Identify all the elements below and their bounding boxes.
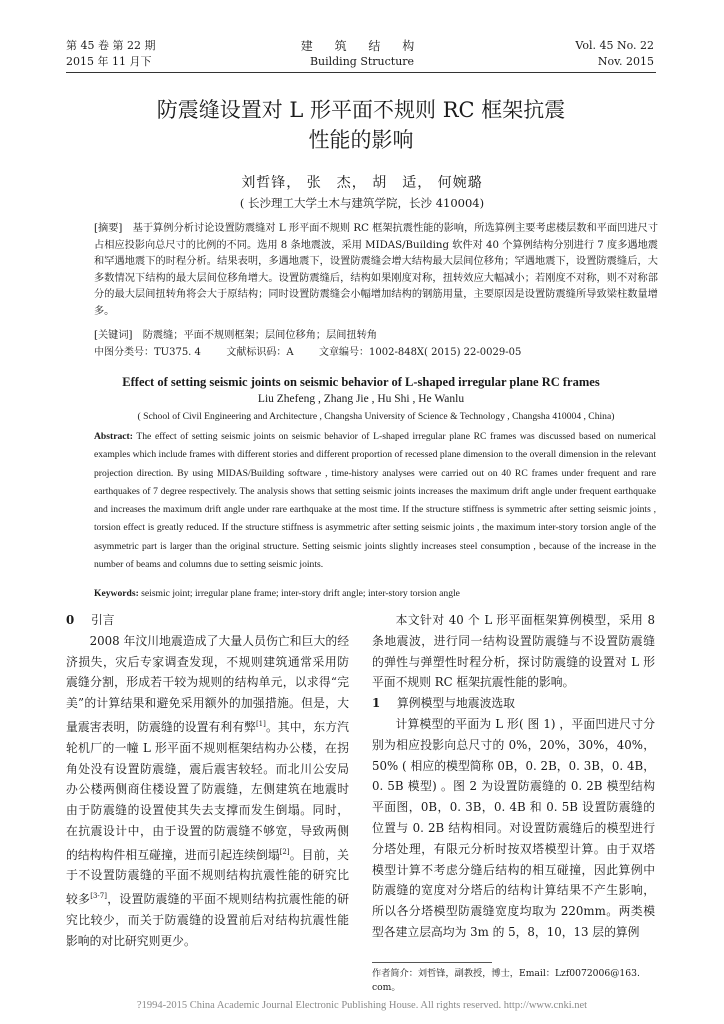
abstract-cn-text: 基于算例分析讨论设置防震缝对 L 形平面不规则 RC 框架抗震性能的影响，所选算例主要考虑楼层数和平面凹进尺寸占相应投影向总尺寸的比例的不同。选用 8 条地震波，采用 MIDAS/Building 软件对 40 个算例结构分别进行 7 度多遇地震和罕遇地震下的时程分析。结果表明，多遇地震下，设置防震缝会增大结构最大层间位移角；罕遇地震下，设置防震缝后，大多数情况下结构的最大层间位移角增大。设置防震缝后，结构如果刚度对称，扭转效应大幅减小；若刚度不对称，则不对称部分的最大层间扭转角将会大于原结构；同时设置防震缝会小幅增加结构的钢筋用量，主要原因是设置防震缝所导致梁柱数量增多。 bbox=[94, 223, 659, 317]
section-1-number: 1 bbox=[372, 696, 381, 711]
journal-name-cn: 建 筑 结 构 bbox=[300, 39, 424, 53]
section-0-heading bbox=[66, 610, 349, 631]
date-cn: 2015 年 11 月下 bbox=[66, 55, 152, 68]
abstract-cn-label: [摘要] bbox=[94, 223, 123, 234]
clc-number: 中图分类号：TU375. 4 bbox=[94, 347, 201, 358]
date-en: Nov. 2015 bbox=[597, 55, 654, 68]
english-keywords bbox=[94, 586, 656, 602]
english-affiliation: ( School of Civil Engineering and Architecture , Changsha University of Science & Technology , Changsha 410004 , China) bbox=[137, 411, 615, 422]
header-right bbox=[575, 38, 654, 70]
abstract-cn bbox=[94, 221, 658, 320]
body-right-column bbox=[372, 610, 655, 943]
section-0-title: 引言 bbox=[91, 613, 115, 627]
english-keywords-text: seismic joint; irregular plane frame; inter-story drift angle; inter-story torsion angle bbox=[138, 588, 460, 599]
author-footnote: 作者简介：刘哲锋，副教授，博士，Email：Lzf0072006@163. com。 bbox=[372, 968, 640, 993]
citation-1: [1] bbox=[255, 719, 266, 728]
english-title: Effect of setting seismic joints on seismic behavior of L-shaped irregular plane RC frames bbox=[122, 375, 600, 389]
keywords-cn bbox=[94, 328, 658, 344]
english-abstract bbox=[94, 428, 656, 574]
body-left-column bbox=[66, 610, 349, 952]
title-line-2: 性能的影响 bbox=[308, 128, 414, 152]
citation-3-7: [3-7] bbox=[90, 892, 107, 901]
english-abstract-label: Abstract: bbox=[94, 431, 133, 442]
section-0-number: 0 bbox=[66, 613, 75, 627]
english-authors: Liu Zhefeng , Zhang Jie , Hu Shi , He Wanlu bbox=[257, 393, 465, 405]
keywords-cn-label: [关键词] bbox=[94, 330, 133, 341]
document-code: 文献标识码：A bbox=[226, 347, 294, 358]
footnote-rule bbox=[372, 962, 492, 963]
volume-cn: 第 45 卷 第 22 期 bbox=[66, 39, 156, 52]
journal-name-en: Building Structure bbox=[309, 55, 415, 68]
paper-title bbox=[66, 95, 656, 155]
section-1-paragraph: 计算模型的平面为 L 形( 图 1) ，平面凹进尺寸分别为相应投影向总尺寸的 0%，20%，30%，40%，50% ( 相应的模型简称 0B，0. 2B，0. 3B，0. 4B，0. 5B 模型) 。图 2 为设置防震缝的 0. 2B 模型结构平面图，0B，0. 3B，0. 4B 和 0. 5B 设置防震缝的位置与 0. 2B 结构相同。对设置防震缝后的模型进行分塔处理，有限元分析时按双塔模型计算。由于双塔模型计算不考虑分缝后结构的相互碰撞，因此算例中防震缝的宽度对分塔后的结构计算结果不产生影响，所以各分塔模型防震缝宽度均取为 220mm。两类模型各建立层高均为 3m 的 5，8，10，13 层的算例 bbox=[372, 716, 655, 939]
english-keywords-label: Keywords: bbox=[94, 588, 139, 599]
article-number: 文章编号：1002-848X( 2015) 22-0029-05 bbox=[319, 347, 522, 358]
section-1-title: 算例模型与地震波选取 bbox=[397, 696, 515, 711]
classification-line bbox=[94, 345, 658, 361]
authors-cn: 刘哲锋， 张 杰， 胡 适， 何婉璐 bbox=[241, 175, 483, 191]
copyright-watermark: ?1994-2015 China Academic Journal Electronic Publishing House. All rights reserved. http://www.cnki.net bbox=[136, 1000, 588, 1011]
intro-final-paragraph: 本文针对 40 个 L 形平面框架算例模型，采用 8 条地震波，进行同一结构设置防震缝与不设置防震缝的弹性与弹塑性时程分析，探讨防震缝的设置对 L 形平面不规则 RC 框架抗震性能的影响。 bbox=[372, 613, 655, 690]
header-rule bbox=[66, 72, 656, 73]
affiliation-cn: ( 长沙理工大学土木与建筑学院，长沙 410004) bbox=[239, 196, 485, 210]
english-abstract-text: The effect of setting seismic joints on seismic behavior of L-shaped irregular plane RC frames was discussed based on numerical examples which include frames with different stories and different proportion of recessed plane dimension to the overall dimension in the relevant projection direction. By using MIDAS/Building software , time-history analyses were carried out on 40 RC frames under frequent and rare earthquakes of 7 degree respectively. The analysis shows that setting seismic joints increases the maximum drift angle under frequent earthquake and increases the maximum drift angle under rare earthquake at the most time. If the structure stiffness is symmetric after setting seismic joints , torsion effect is greatly reduced. If the structure stiffness is asymmetric after setting seismic joints , the maximum inter-story torsion angle of the asymmetric part is larger than the original structure. Setting seismic joints slightly increases steel consumption , because of the increase in the number of beams and columns due to setting seismic joints. bbox=[94, 431, 656, 571]
citation-2: [2] bbox=[279, 847, 290, 856]
keywords-cn-text: 防震缝；平面不规则框架；层间位移角；层间扭转角 bbox=[142, 330, 378, 341]
section-0-paragraph: 2008 年汶川地震造成了大量人员伤亡和巨大的经济损失，灾后专家调查发现，不规则建筑通常采用防震缝分割，形成若干较为规则的结构单元，以求得“完美”的计算结果和避免采用额外的加强措施。但是，大量震害表明，防震缝的设置有利有弊[1]。其中，东方汽轮机厂的一幢 L 形平面不规则框架结构办公楼，在拐角处没有设置防震缝，震后震害较轻。而北川公安局办公楼两侧商住楼设置了防震缝，左侧建筑在地震时由于防震缝的设置使其失去支撑而发生倒塌。同时，在抗震设计中，由于设置的防震缝不够宽，导致两侧的结构构件相互碰撞，进而引起连续倒塌[2]。目前，关于不设置防震缝的平面不规则结构抗震性能的研究比较多[3-7]，设置防震缝的平面不规则结构抗震性能的研究比较少，而关于防震缝的设置前后对结构抗震性能影响的对比研究则更少。 bbox=[66, 633, 349, 948]
title-line-1: 防震缝设置对 L 形平面不规则 RC 框架抗震 bbox=[156, 98, 566, 122]
volume-en: Vol. 45 No. 22 bbox=[575, 39, 654, 52]
section-1-heading bbox=[372, 693, 655, 714]
